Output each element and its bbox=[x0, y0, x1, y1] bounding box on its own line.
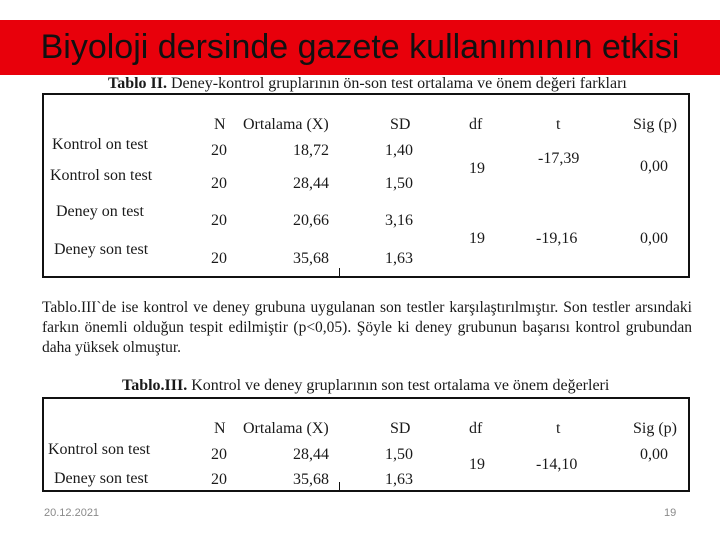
table2-row-sd: 1,63 bbox=[385, 250, 413, 267]
table3-header-df: df bbox=[469, 420, 483, 437]
table3-row-n: 20 bbox=[211, 446, 227, 463]
table2-row-label: Deney on test bbox=[56, 203, 144, 220]
body-paragraph: Tablo.III`de ise kontrol ve deney grubuna uygulanan son testler karşılaştırılmıştır. Son testler arsındaki farkın önemli olduğun tespit edilmiştir (p<0,05). Şöyle ki deney grubunun başarısı kontrol grubundan daha yüksek olmuştur. bbox=[42, 299, 692, 356]
table3-row-label: Deney son test bbox=[54, 470, 149, 487]
table3-caption-label: Tablo.III. bbox=[122, 377, 188, 394]
table3-row-label: Kontrol son test bbox=[48, 441, 151, 458]
table3-header-sd: SD bbox=[390, 420, 411, 437]
table2-row-sd: 1,40 bbox=[385, 142, 413, 159]
table3-header-n: N bbox=[214, 420, 226, 437]
table3-row-sd: 1,63 bbox=[385, 471, 413, 488]
table2-pair-df: 19 bbox=[469, 160, 485, 177]
table2-pair-t: -19,16 bbox=[536, 230, 578, 247]
table2-row-mean: 35,68 bbox=[293, 250, 329, 267]
table2-pair-p: 0,00 bbox=[640, 230, 668, 247]
table2-row-sd: 3,16 bbox=[385, 212, 413, 229]
table3-header-t: t bbox=[556, 420, 561, 437]
table3-caption-text: Kontrol ve deney gruplarının son test ortalama ve önem değerleri bbox=[187, 377, 610, 394]
table2-row-n: 20 bbox=[211, 212, 227, 229]
table3-header-mean: Ortalama (X) bbox=[243, 420, 329, 437]
table3-pair-df: 19 bbox=[469, 456, 485, 473]
table2-row-mean: 28,44 bbox=[293, 175, 329, 192]
table2-caption-text: Deney-kontrol gruplarının ön-son test ortalama ve önem değeri farkları bbox=[167, 75, 627, 92]
table2-header-df: df bbox=[469, 116, 483, 133]
slide-title: Biyoloji dersinde gazete kullanımının etkisi bbox=[40, 28, 680, 66]
table2-row-label: Deney son test bbox=[54, 241, 149, 258]
table2-header-sd: SD bbox=[390, 116, 411, 133]
table3-pair-p: 0,00 bbox=[640, 446, 668, 463]
table2-header-p: Sig (p) bbox=[633, 116, 677, 133]
table2-header-t: t bbox=[556, 116, 561, 133]
table3-row-sd: 1,50 bbox=[385, 446, 413, 463]
table2-pair-p: 0,00 bbox=[640, 158, 668, 175]
table2-row-mean: 20,66 bbox=[293, 212, 329, 229]
table3-row-mean: 35,68 bbox=[293, 471, 329, 488]
table3-header-p: Sig (p) bbox=[633, 420, 677, 437]
table2-row-n: 20 bbox=[211, 175, 227, 192]
table2-row-sd: 1,50 bbox=[385, 175, 413, 192]
footer-date: 20.12.2021 bbox=[44, 507, 100, 519]
table3-caption bbox=[122, 377, 609, 395]
table2-divider bbox=[339, 268, 340, 278]
table3-row-n: 20 bbox=[211, 471, 227, 488]
table2-row-n: 20 bbox=[211, 142, 227, 159]
table2-caption-label: Tablo II. bbox=[108, 75, 167, 92]
page-number: 19 bbox=[664, 507, 677, 519]
table3-row-mean: 28,44 bbox=[293, 446, 329, 463]
table2-pair-df: 19 bbox=[469, 230, 485, 247]
table2-header-mean: Ortalama (X) bbox=[243, 116, 329, 133]
table2-row-n: 20 bbox=[211, 250, 227, 267]
table2-row-mean: 18,72 bbox=[293, 142, 329, 159]
table3-pair-t: -14,10 bbox=[536, 456, 578, 473]
table2-pair-t: -17,39 bbox=[538, 150, 580, 167]
table2-row-label: Kontrol on test bbox=[52, 136, 148, 153]
table2-header-n: N bbox=[214, 116, 226, 133]
table3-divider bbox=[339, 482, 340, 492]
table2-caption bbox=[108, 75, 627, 93]
table2-row-label: Kontrol son test bbox=[50, 167, 153, 184]
